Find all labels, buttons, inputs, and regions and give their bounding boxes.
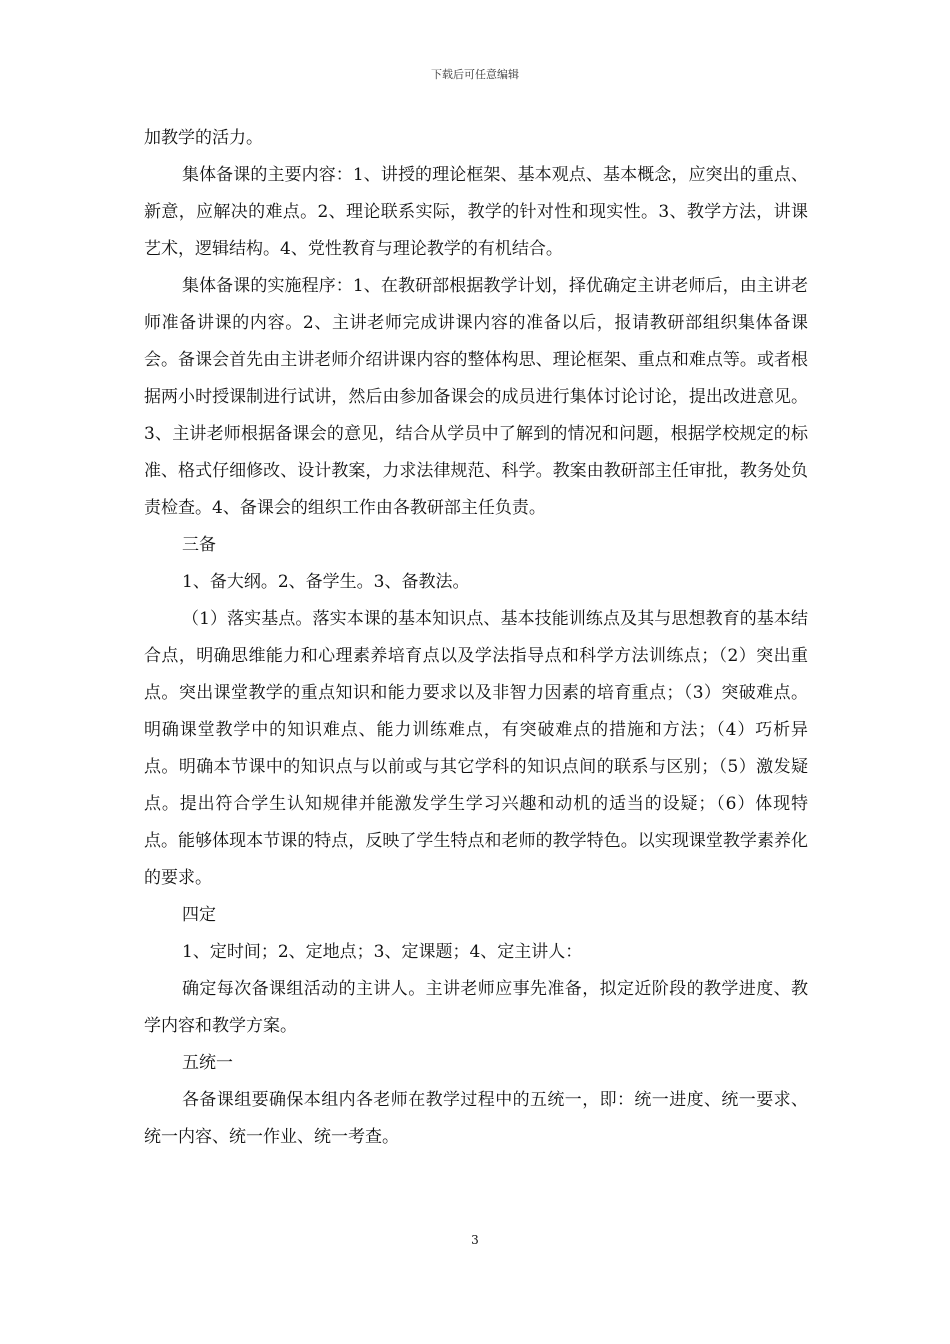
paragraph: 集体备课的主要内容：1、讲授的理论框架、基本观点、基本概念，应突出的重点、新意，应解决的难点。2、理论联系实际，教学的针对性和现实性。3、教学方法，讲课艺术，逻辑结构。4、党性教育与理论教学的有机结合。: [144, 165, 808, 259]
paragraph: 1、备大纲。2、备学生。3、备教法。: [182, 572, 470, 592]
paragraph: 集体备课的实施程序：1、在教研部根据教学计划，择优确定主讲老师后，由主讲老师准备讲课的内容。2、主讲老师完成讲课内容的准备以后，报请教研部组织集体备课会。备课会首先由主讲老师介绍讲课内容的整体构思、理论框架、重点和难点等。或者根据两小时授课制进行试讲，然后由参加备课会的成员进行集体讨论讨论，提出改进意见。3、主讲老师根据备课会的意见，结合从学员中了解到的情况和问题，根据学校规定的标准、格式仔细修改、设计教案，力求法律规范、科学。教案由教研部主任审批，教务处负责检查。4、备课会的组织工作由各教研部主任负责。: [144, 276, 808, 518]
section-heading: 五统一: [182, 1053, 233, 1073]
paragraph: 1、定时间；2、定地点；3、定课题；4、定主讲人：: [182, 942, 583, 962]
section-heading: 三备: [182, 535, 216, 555]
paragraph: 各备课组要确保本组内各老师在教学过程中的五统一，即：统一进度、统一要求、统一内容、统一作业、统一考查。: [144, 1090, 808, 1147]
paragraph: 加教学的活力。: [144, 128, 263, 148]
page-header: 下载后可任意编辑: [431, 68, 519, 81]
document-body: [144, 120, 808, 1156]
paragraph: （1）落实基点。落实本课的基本知识点、基本技能训练点及其与思想教育的基本结合点，明确思维能力和心理素养培育点以及学法指导点和科学方法训练点；（2）突出重点。突出课堂教学的重点知识和能力要求以及非智力因素的培育重点；（3）突破难点。明确课堂教学中的知识难点、能力训练难点，有突破难点的措施和方法；（4）巧析异点。明确本节课中的知识点与以前或与其它学科的知识点间的联系与区别；（5）激发疑点。提出符合学生认知规律并能激发学生学习兴趣和动机的适当的设疑；（6）体现特点。能够体现本节课的特点，反映了学生特点和老师的教学特色。以实现课堂教学素养化的要求。: [144, 609, 808, 888]
section-heading: 四定: [182, 905, 216, 925]
page-number: 3: [471, 1233, 479, 1247]
paragraph: 确定每次备课组活动的主讲人。主讲老师应事先准备，拟定近阶段的教学进度、教学内容和教学方案。: [144, 979, 808, 1036]
